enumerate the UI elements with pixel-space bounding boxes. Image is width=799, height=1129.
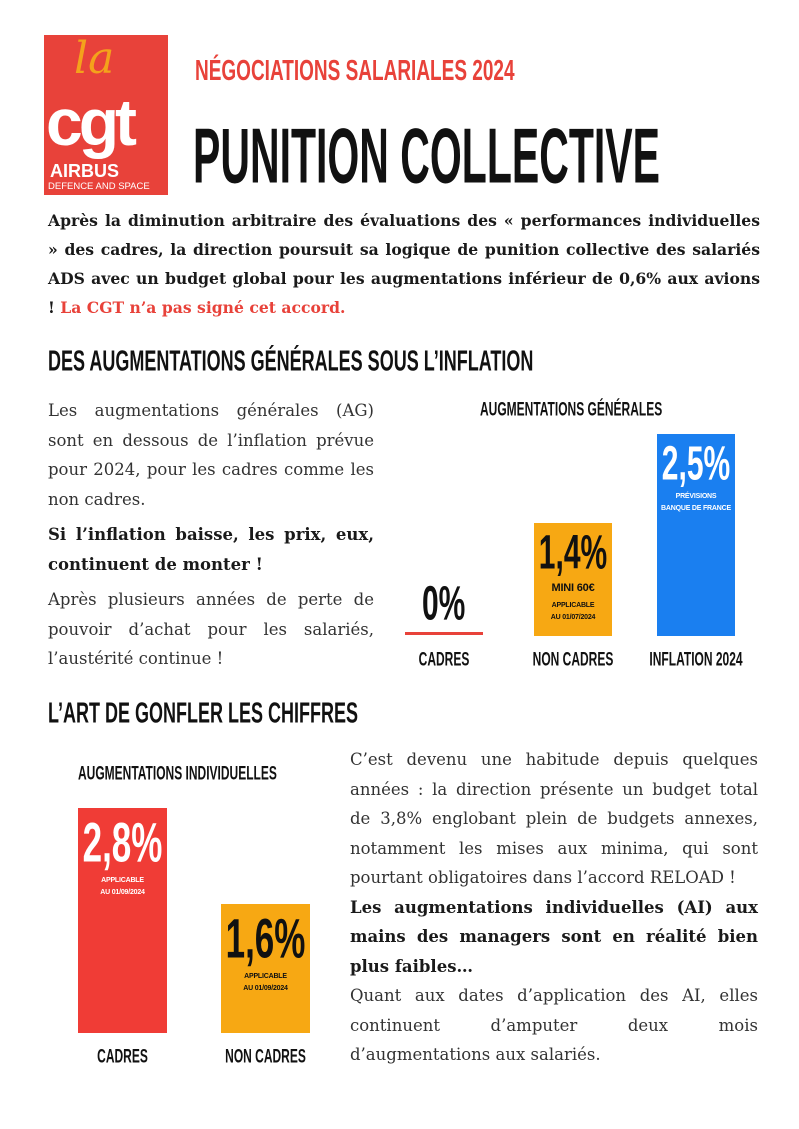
section2-text [350, 745, 758, 1076]
section-heading-general: DES AUGMENTATIONS GÉNÉRALES SOUS L’INFLATION [48, 345, 534, 377]
data-label: 2,8% [82, 811, 163, 875]
logo-airbus: AIRBUS [50, 161, 120, 181]
bar-note: PRÉVISIONS [675, 493, 717, 500]
bar-note: MINI 60€ [551, 582, 595, 595]
bar-note: AU 01/09/2024 [243, 985, 288, 993]
category-label: CADRES [97, 1045, 148, 1068]
intro-text: Après la diminution arbitraire des évaluations des « performances individuelles » des cadres, la direction poursuit sa logique de punition collective des salariés ADS avec un budget global pour les augmentations inférieur de 0,6% aux avions ! [48, 211, 760, 317]
section-heading-figures: L’ART DE GONFLER LES CHIFFRES [48, 697, 359, 729]
paragraph: Quant aux dates d’application des AI, elles continuent d’amputer deux mois d’augmentations aux salariés. [350, 986, 758, 1064]
paragraph: C’est devenu une habitude depuis quelques années : la direction présente un budget total de 3,8% englobant plein de budgets annexes, notamment les mises aux minima, qui sont pourtant obligatoires dans l’accord RELOAD ! [350, 750, 758, 887]
logo-division: DEFENCE AND SPACE [48, 181, 150, 192]
bar-non-cadres [221, 904, 310, 1033]
bar-note: BANQUE DE FRANCE [661, 505, 731, 512]
bar-note: APPLICABLE [551, 602, 595, 610]
paragraph: Les augmentations générales (AG) sont en dessous de l’inflation prévue pour 2024, pour les cadres comme les non cadres. [48, 401, 374, 509]
logo-la: la [74, 35, 115, 84]
section1-text [48, 396, 374, 680]
paragraph-bold: Les augmentations individuelles (AI) aux mains des managers sont en réalité bien plus faibles… [350, 897, 758, 976]
logo-cgt: cgt [46, 85, 133, 159]
data-label: 1,4% [538, 526, 608, 580]
subtitle: NÉGOCIATIONS SALARIALES 2024 [195, 56, 515, 88]
bar-note: APPLICABLE [244, 973, 287, 981]
bar-note: AU 01/07/2024 [550, 614, 596, 622]
category-label: NON CADRES [225, 1045, 306, 1068]
category-label: INFLATION 2024 [649, 648, 743, 671]
page-title: PUNITION COLLECTIVE [193, 112, 660, 200]
bar-note: APPLICABLE [101, 876, 144, 884]
bar-note: AU 01/09/2024 [100, 888, 145, 896]
intro-highlight: La CGT n’a pas signé cet accord. [60, 298, 346, 317]
cgt-airbus-logo [44, 35, 168, 195]
category-label: CADRES [418, 648, 470, 671]
intro-paragraph [48, 206, 760, 322]
bar-inflation-2024 [657, 434, 735, 637]
paragraph: Après plusieurs années de perte de pouvoir d’achat pour les salariés, l’austérité continue ! [48, 590, 374, 668]
bar-cadres [78, 808, 167, 1033]
bar-non-cadres [534, 523, 612, 636]
category-label: NON CADRES [532, 648, 614, 671]
data-label: 0% [422, 578, 466, 631]
chart-title: AUGMENTATIONS INDIVIDUELLES [78, 762, 277, 785]
chart-title: AUGMENTATIONS GÉNÉRALES [480, 398, 663, 421]
bar-cadres [405, 632, 483, 635]
data-label: 1,6% [225, 908, 306, 971]
data-label: 2,5% [661, 437, 731, 491]
paragraph-bold: Si l’inflation baisse, les prix, eux, continuent de monter ! [48, 525, 374, 574]
